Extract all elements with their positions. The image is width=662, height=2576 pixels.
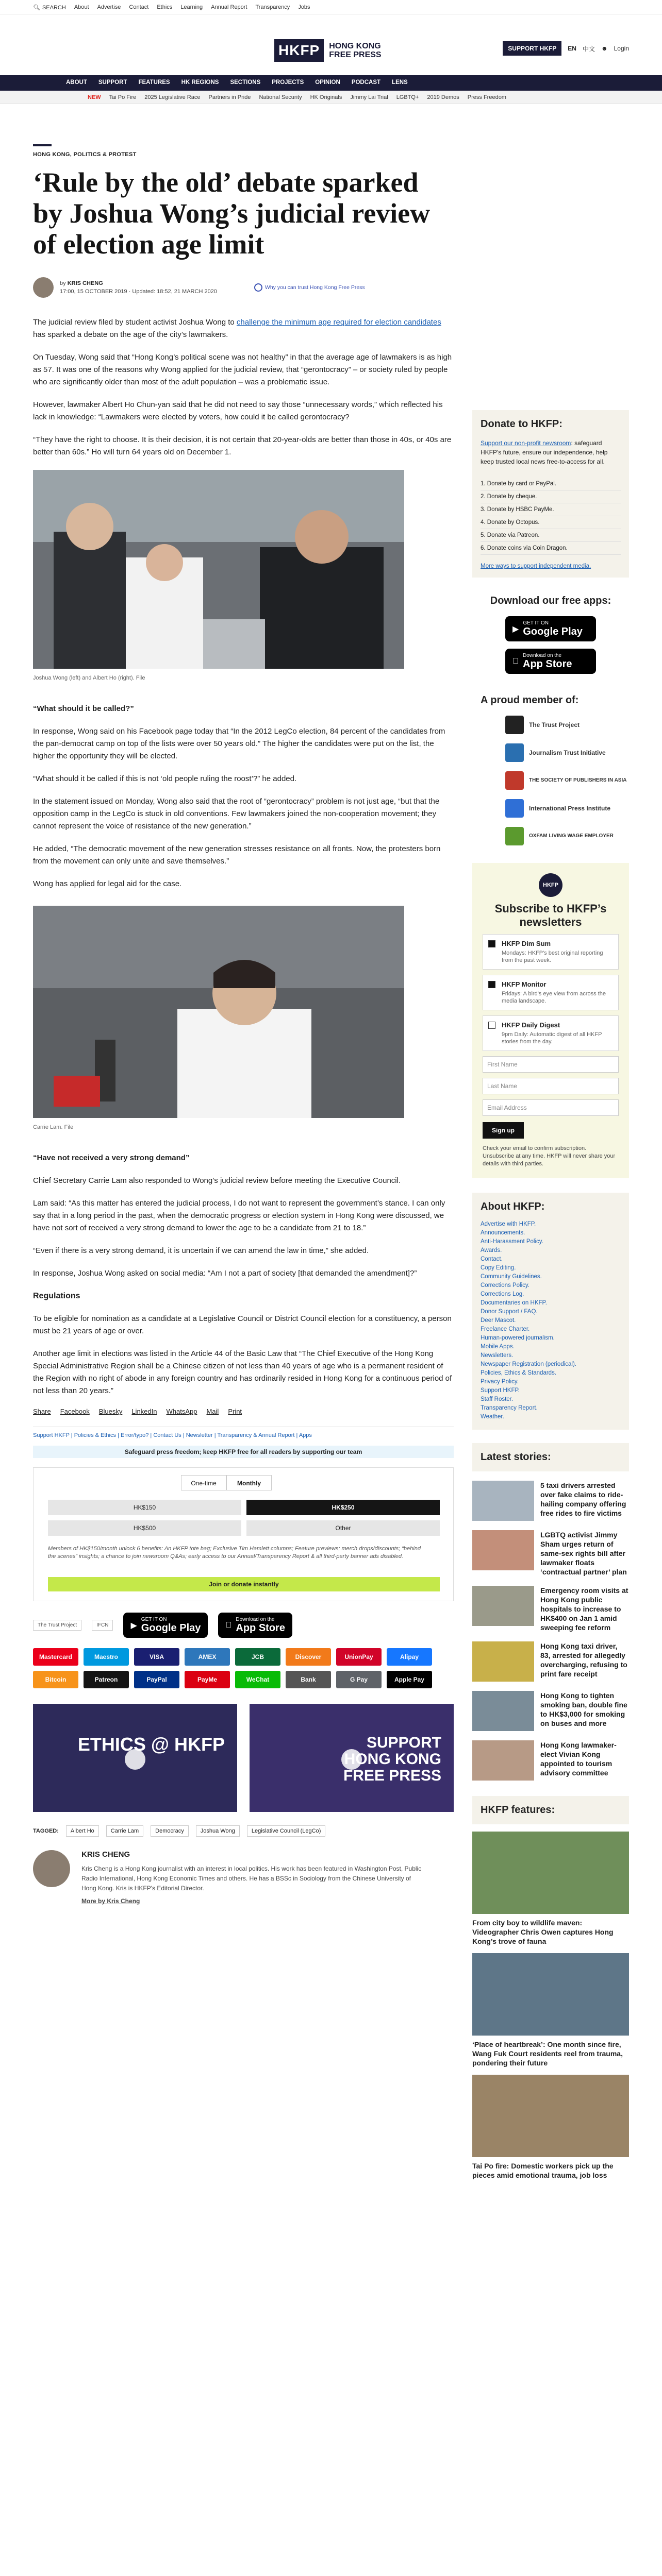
donate-widget [33,1467,454,1601]
maestro-icon: Maestro [84,1648,129,1666]
more-ways-link[interactable]: More ways to support independent media. [481,563,591,569]
inline-link[interactable]: challenge the minimum age required for election candidates [236,318,441,327]
more-by-author-link[interactable]: More by Kris Cheng [81,1897,140,1905]
about-link[interactable]: Newsletters. [481,1352,514,1359]
about-link[interactable]: Announcements. [481,1230,525,1236]
wechat-pay-icon: WeChat [235,1671,280,1688]
util-link-learning[interactable]: Learning [180,4,203,10]
play-icon: ▶ [512,624,519,634]
about-link[interactable]: Advertise with HKFP. [481,1221,536,1227]
apps-title: Download our free apps: [490,595,611,606]
app-store-button[interactable]: Download on the App Store [505,649,596,674]
features-heading-box [472,1796,629,1824]
bank-icon: Bank [286,1671,331,1688]
share-linkedin[interactable]: LinkedIn [131,1408,157,1415]
last-name-input[interactable]: Last Name [483,1078,619,1094]
paragraph: The judicial review filed by student activist Joshua Wong to challenge the minimum age required for election candidates has sparked a debate on the age of the city’s lawmakers. [33,318,441,339]
amount-option-selected[interactable]: HK$250 [246,1500,440,1515]
feature-image[interactable] [472,2075,629,2157]
hkfp-badge: HKFP [539,873,562,897]
util-link-ethics[interactable]: Ethics [157,4,173,10]
amount-option[interactable]: HK$500 [48,1520,241,1536]
donation-method[interactable]: 6. Donate coins via Coin Dragon. [481,542,621,555]
paragraph: “What should it be called if this is not ‘old people ruling the roost’?” he added. [33,774,297,783]
util-link-transparency[interactable]: Transparency [255,4,290,10]
author-photo[interactable] [33,1850,70,1887]
tag-link[interactable]: Legislative Council (LegCo) [247,1825,326,1837]
main-nav [0,75,662,91]
donation-method[interactable]: 2. Donate by cheque. [481,490,621,503]
apple-icon [512,657,519,666]
author-box [33,1850,454,1906]
share-whatsapp[interactable]: WhatsApp [166,1408,197,1415]
tag-link[interactable]: Joshua Wong [196,1825,240,1837]
util-link-contact[interactable]: Contact [129,4,149,10]
oxfam-icon [505,827,524,845]
topic-link[interactable]: Tai Po Fire [109,94,137,100]
about-link[interactable]: Weather. [481,1414,504,1420]
paragraph: To be eligible for nomination as a candidate at a Legislative Council or District Council election for a constituency, a person must be 21 years of age or over. [33,1314,452,1335]
photo-image [33,906,404,1118]
newsletter-title: Subscribe to HKFP’s newsletters [494,902,607,928]
byline: by KRIS CHENG 17:00, 15 OCTOBER 2019 · Updated: 18:52, 21 MARCH 2020 Why you can trust Hong Kong Free Press [33,276,454,299]
photo-caption: Joshua Wong (left) and Albert Ho (right). File [33,675,145,681]
donate-title: Donate to HKFP: [481,418,562,430]
paragraph: He added, “The democratic movement of the new generation stresses resistance on all fronts. Now, the protesters born from the movement can only unite and save themselves.” [33,844,441,866]
promo-banners [33,1704,454,1812]
donation-methods [481,478,621,555]
ipi-icon [505,799,524,818]
paragraph: On Tuesday, Wong said that “Hong Kong’s political scene was not healthy” in that the average age of lawmakers is as high as 57. It was one of the reasons why Wong applied for the judicial review, that “gerontocracy” – or society ruled by people who are significantly older than most of the adult population – was a problematic issue. [33,353,452,386]
about-link[interactable]: Human-powered journalism. [481,1335,555,1341]
donation-method[interactable]: 3. Donate by HSBC PayMe. [481,503,621,516]
support-video-banner[interactable]: SUPPORT HONG KONG FREE PRESS [250,1704,454,1812]
logo-text: HONG KONG FREE PRESS [329,42,382,59]
support-promo[interactable]: Safeguard press freedom; keep HKFP free for all readers by supporting our team [33,1446,454,1458]
topic-link[interactable]: Jimmy Lai Trial [350,94,388,100]
feature-image[interactable] [472,1832,629,1914]
newsletter-option[interactable]: HKFP Daily Digest 9pm Daily: Automatic digest of all HKFP stories from the day. [483,1015,619,1051]
photo-image [33,470,404,669]
about-link[interactable]: Contact. [481,1256,503,1262]
donate-panel [472,410,629,578]
topic-link[interactable]: National Security [259,94,302,100]
author-name[interactable]: KRIS CHENG [81,1850,130,1859]
ethics-video-banner[interactable]: ETHICS @ HKFP [33,1704,237,1812]
util-link-jobs[interactable]: Jobs [298,4,310,10]
support-hkfp-button[interactable]: SUPPORT HKFP [503,41,561,56]
amount-option[interactable]: HK$150 [48,1500,241,1515]
paypal-icon: PayPal [134,1671,179,1688]
nav-lens[interactable]: LENS [392,79,408,86]
story-thumbnail[interactable] [472,1530,534,1570]
donation-method[interactable]: 5. Donate via Patreon. [481,529,621,542]
play-icon: ▶ [130,1621,137,1630]
features-title: HKFP features: [481,1804,555,1816]
mastercard-icon: Mastercard [33,1648,78,1666]
trust-project-icon [505,716,524,734]
about-link[interactable]: Transparency Report. [481,1405,538,1411]
share-print[interactable]: Print [228,1408,242,1415]
tag-link[interactable]: Carrie Lam [106,1825,143,1837]
paragraph: In the statement issued on Monday, Wong also said that the root of “gerontocracy” problem is not just age, “but that the opposition camp in the LegCo is stuck in old conventions. Few lawmakers joined the non-cooperation movement; they cannot represent the voice of resistance of the new generation.” [33,797,440,831]
google-play-button[interactable]: ▶ GET IT ON Google Play [505,616,596,641]
about-link[interactable]: Corrections Log. [481,1291,524,1297]
about-title: About HKFP: [481,1201,545,1212]
trust-icon [254,283,262,292]
about-link[interactable]: Privacy Policy. [481,1379,519,1385]
about-link[interactable]: Staff Roster. [481,1396,514,1402]
share-facebook[interactable]: Facebook [60,1408,90,1415]
jti-icon [505,743,524,762]
apple-icon [225,1621,231,1630]
member-logo[interactable]: Journalism Trust Initiative [505,743,629,762]
article-photo-lam [33,906,404,1118]
story-thumbnail[interactable] [472,1641,534,1682]
latest-title: Latest stories: [481,1451,551,1463]
newsletter-option[interactable]: HKFP Dim Sum Mondays: HKFP's best original reporting from the past week. [483,934,619,970]
topic-link[interactable]: HK Originals [310,94,342,100]
frequency-one-time[interactable]: One-time [181,1475,226,1490]
app-stores-row [33,1613,454,1638]
ifcn-badge[interactable]: IFCN [92,1620,113,1631]
checkbox-checked[interactable] [488,940,495,947]
paragraph: Chief Secretary Carrie Lam also responded to Wong’s judicial review before meeting the Executive Council. [33,1176,401,1185]
newsletter-panel [472,863,629,1178]
paragraph: Lam said: “As this matter has entered the judicial process, I do not want to represent the government’s stance. I can only say that in a long period in the past, when the democratic progress or election system in Hong Kong were discussed, we have not sort of received a very strong demand to lower the age to be a candidate from 21 to 18.” [33,1199,445,1232]
amount-other[interactable]: Other [246,1520,440,1536]
latest-stories-heading-box [472,1443,629,1471]
user-icon[interactable]: ☻ [601,45,608,52]
newsletter-option[interactable]: HKFP Monitor Fridays: A bird's eye view from across the media landscape. [483,975,619,1010]
masthead [0,14,662,75]
paragraph: “Even if there is a very strong demand, it is uncertain if we can amend the law in time,” she added. [33,1246,369,1255]
latest-story[interactable]: Hong Kong taxi driver, 83, arrested for allegedly overcharging, refusing to print fare receipt [472,1641,629,1682]
topic-link[interactable]: Partners in Pride [208,94,251,100]
tag-link[interactable]: Albert Ho [66,1825,99,1837]
apple-pay-icon: Apple Pay [387,1671,432,1688]
topic-link[interactable]: LGBTQ+ [396,94,419,100]
paragraph: Wong has applied for legal aid for the case. [33,879,182,888]
latest-story[interactable]: Hong Kong lawmaker-elect Vivian Kong appointed to tourism advisory committee [472,1740,629,1781]
nav-sections[interactable]: SECTIONS [230,79,261,86]
subheading: “What should it be called?” [33,704,134,713]
nav-about[interactable]: ABOUT [66,79,87,86]
util-link-annual-report[interactable]: Annual Report [211,4,247,10]
bitcoin-icon: Bitcoin [33,1671,78,1688]
about-link[interactable]: Documentaries on HKFP. [481,1300,547,1306]
nav-projects[interactable]: PROJECTS [272,79,304,86]
photo-caption: Carrie Lam. File [33,1124,74,1130]
tagged-label: TAGGED: [33,1828,59,1834]
first-name-input[interactable]: First Name [483,1056,619,1073]
paragraph: In response, Wong said on his Facebook page today that “In the 2012 LegCo election, 84 percent of the candidates from the pan-democrat camp on top of the lists were over 50 years old.” The higher the candidates were put on the list, the higher the opportunity they will be elected. [33,727,445,760]
article-category[interactable]: HONG KONG, POLITICS & PROTEST [33,151,137,158]
trust-link[interactable]: Why you can trust Hong Kong Free Press [254,283,365,292]
paragraph: “They have the right to choose. It is their decision, it is not certain that 20-year-olds are better than those in 40s, or 40s are better than 60s.” Ho will turn 64 years old on December 1. [33,435,452,456]
share-label[interactable]: Share [33,1408,51,1415]
member-logo[interactable]: OXFAM LIVING WAGE EMPLOYER [505,827,629,845]
author-link[interactable]: KRIS CHENG [67,280,103,286]
lang-zh[interactable]: 中文 [582,45,595,53]
about-link[interactable]: Policies, Ethics & Standards. [481,1370,557,1376]
about-panel [472,1193,629,1430]
tag-list [33,1825,454,1837]
author-avatar[interactable] [33,277,54,298]
about-link[interactable]: Copy Editing. [481,1265,516,1271]
article-footer-links[interactable]: Support HKFP | Policies & Ethics | Error/typo? | Contact Us | Newsletter | Transparency & Annual Report | Apps [33,1427,454,1438]
about-link[interactable]: Deer Mascot. [481,1317,516,1324]
checkbox[interactable] [488,1022,495,1029]
discover-icon: Discover [286,1648,331,1666]
paragraph: Another age limit in elections was listed in the Article 44 of the Basic Law that “The Chief Executive of the Hong Kong Special Administrative Region shall be a Chinese citizen of not less than 40 years of age who is a permanent resident of the Region with no right of abode in any foreign country and has ordinarily resided in Hong Kong for a continuous period of not less than 20 years.” [33,1349,452,1395]
member-logo[interactable]: THE SOCIETY OF PUBLISHERS IN ASIA [505,771,629,790]
email-note: Check your email to confirm subscription. Unsubscribe at any time. HKFP will never share your details with third parties. [483,1145,616,1167]
nav-features[interactable]: FEATURES [138,79,170,86]
latest-story[interactable]: 5 taxi drivers arrested over fake claims to ride-hailing company offering free rides to fire victims [472,1481,629,1521]
share-mail[interactable]: Mail [206,1408,219,1415]
trust-project-badge[interactable]: The Trust Project [33,1620,81,1631]
signup-button[interactable]: Sign up [483,1122,524,1139]
article [33,144,454,1906]
story-thumbnail[interactable] [472,1481,534,1521]
article-headline: ‘Rule by the old’ debate sparked by Joshua Wong’s judicial review of election age limit [33,167,431,260]
lang-en[interactable]: EN [568,45,576,52]
nav-opinion[interactable]: OPINION [315,79,340,86]
email-input[interactable]: Email Address [483,1099,619,1116]
story-thumbnail[interactable] [472,1586,534,1626]
story-thumbnail[interactable] [472,1691,534,1731]
login-link[interactable]: Login [614,45,629,52]
donate-button[interactable]: Join or donate instantly [48,1577,440,1591]
feature-title[interactable]: From city boy to wildlife maven: Videographer Chris Owen captures Hong Kong’s trove of fauna [472,1919,614,1945]
about-link[interactable]: Community Guidelines. [481,1274,542,1280]
feature-image[interactable] [472,1953,629,2036]
section-heading: Regulations [33,1292,80,1300]
about-link[interactable]: Freelance Charter. [481,1326,530,1332]
article-photo-wong-ho [33,470,404,669]
alipay-icon: Alipay [387,1648,432,1666]
site-logo[interactable] [274,39,382,62]
subheading: “Have not received a very strong demand” [33,1154,190,1162]
tag-link[interactable]: Democracy [151,1825,189,1837]
new-badge: NEW [88,94,101,100]
search-icon: 🔍︎ [33,5,40,11]
sopa-icon [505,771,524,790]
share-bluesky[interactable]: Bluesky [98,1408,123,1415]
visa-icon: VISA [134,1648,179,1666]
donation-method[interactable]: 4. Donate by Octopus. [481,516,621,529]
payme-icon: PayMe [185,1671,230,1688]
latest-story[interactable]: Emergency room visits at Hong Kong public hospitals to increase to HK$400 on Jan 1 amid sweeping fee reform [472,1586,629,1632]
jcb-icon: JCB [235,1648,280,1666]
util-link-about[interactable]: About [74,4,89,10]
feature-title[interactable]: ‘Place of heartbreak’: One month since fire, Wang Fuk Court residents reel from trauma, pondering their future [472,2040,623,2067]
util-link-advertise[interactable]: Advertise [97,4,121,10]
latest-story[interactable]: Hong Kong to tighten smoking ban, double fine to HK$3,000 for smoking on buses and more [472,1691,629,1731]
search-link[interactable]: 🔍︎ SEARCH [33,4,66,11]
paragraph: However, lawmaker Albert Ho Chun-yan said that he did not need to say those “unnecessary words,” which reflected his lack in knowledge: “Lawmakers were elected by voters, how could it be called gerontocracy? [33,400,443,421]
about-link[interactable]: Support HKFP. [481,1387,520,1394]
topic-link[interactable]: 2019 Demos [427,94,459,100]
nav-support[interactable]: SUPPORT [98,79,127,86]
utility-bar [0,0,662,14]
about-link[interactable]: Awards. [481,1247,502,1253]
about-link[interactable]: Mobile Apps. [481,1344,515,1350]
nav-hk-regions[interactable]: HK REGIONS [181,79,219,86]
unionpay-icon: UnionPay [336,1648,382,1666]
latest-story[interactable]: LGBTQ activist Jimmy Sham urges return of same-sex rights bill after lawmaker floats ‘contractual partner’ plan [472,1530,629,1577]
paragraph: In response, Joshua Wong asked on social media: “Am I not a part of society [that demanded the amendment]?” [33,1269,417,1278]
member-title: A proud member of: [481,694,579,706]
story-thumbnail[interactable] [472,1740,534,1781]
google-play-button[interactable]: ▶ GET IT ON Google Play [123,1613,208,1638]
share-bar [33,1408,454,1415]
divider [33,144,52,146]
topic-bar [0,91,662,104]
app-store-button[interactable]: Download on the App Store [218,1613,292,1638]
topic-link[interactable]: Press Freedom [467,94,506,100]
about-link[interactable]: Donor Support / FAQ. [481,1309,538,1315]
topic-link[interactable]: 2025 Legislative Race [144,94,201,100]
amex-icon: AMEX [185,1648,230,1666]
donation-method[interactable]: 1. Donate by card or PayPal. [481,478,621,490]
article-dates: 17:00, 15 OCTOBER 2019 · Updated: 18:52, 21 MARCH 2020 [60,289,217,295]
feature-title[interactable]: Tai Po fire: Domestic workers pick up the pieces amid emotional trauma, job loss [472,2162,614,2179]
logo-mark: HKFP [274,39,324,62]
member-logo[interactable]: The Trust Project [505,716,629,734]
about-link[interactable]: Newspaper Registration (periodical). [481,1361,576,1367]
google-pay-icon: G Pay [336,1671,382,1688]
frequency-monthly[interactable]: Monthly [226,1475,272,1490]
donate-intro: Support our non-profit newsroom: safeguard HKFP's future, ensure our independence, help keep trusted local news free-to-access for all. [481,439,608,465]
about-link[interactable]: Anti-Harassment Policy. [481,1239,543,1245]
about-link[interactable]: Corrections Policy. [481,1282,530,1289]
patreon-icon: Patreon [84,1671,129,1688]
payment-methods [33,1648,454,1688]
membership-note: Members of HK$150/month unlock 6 benefits: An HKFP tote bag; Exclusive Tim Hamlett columns; Feature previews; merch drops/discounts; “behind the scenes” insights; a chance to join newsroom Q&As; early access to our Annual/Transparency Report & all third-party banner ads disabled. [48,1546,421,1560]
member-logo[interactable]: International Press Institute [505,799,629,818]
nav-podcast[interactable]: PODCAST [351,79,381,86]
sidebar [472,410,629,2180]
author-bio: Kris Cheng is a Hong Kong journalist with an interest in local politics. His work has been featured in Washington Post, Public Radio International, Hong Kong Economic Times and others. He has a BSSc in Sociology from the Chinese University of Hong Kong. Kris is HKFP's Editorial Director. [81,1865,422,1892]
checkbox-checked[interactable] [488,981,495,988]
